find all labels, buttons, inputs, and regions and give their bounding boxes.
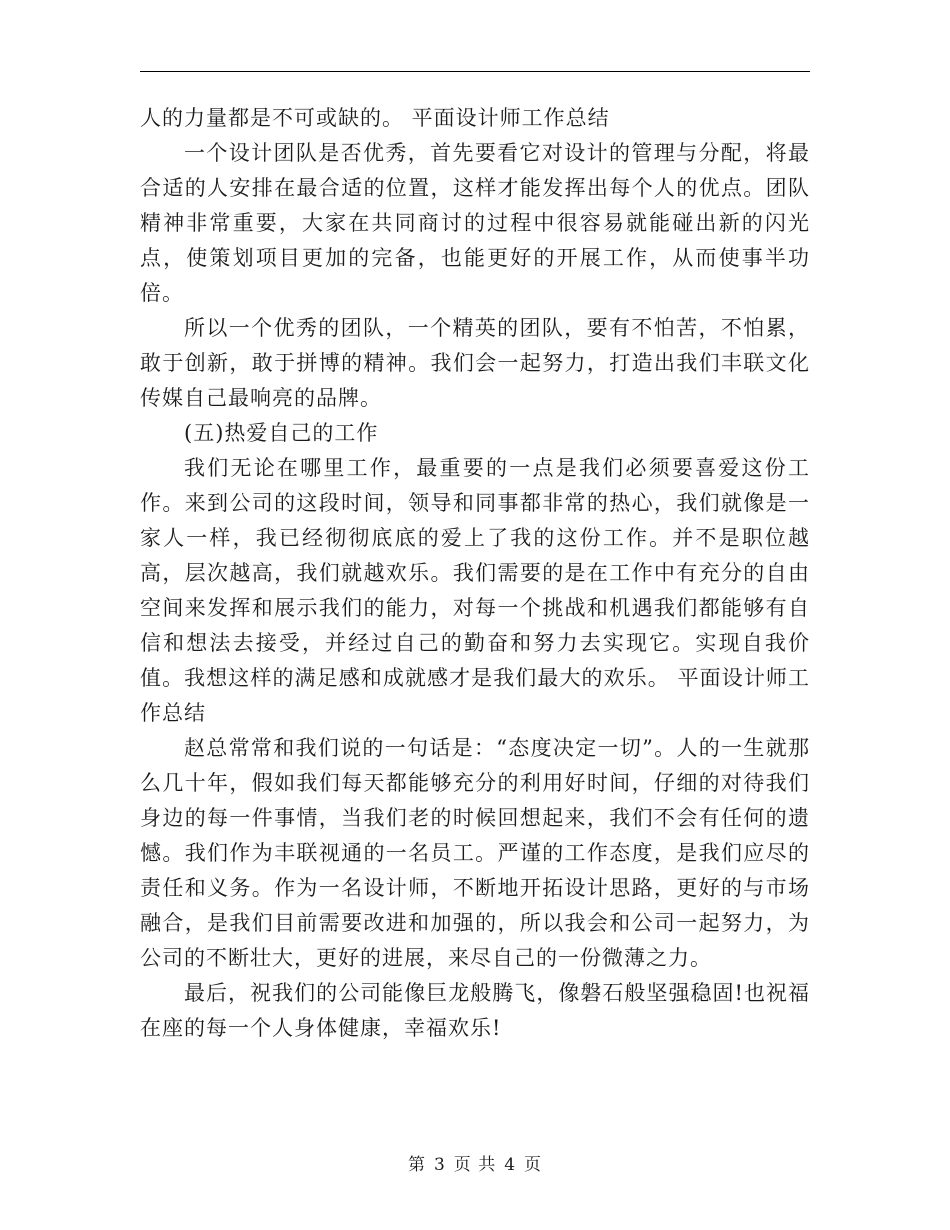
- paragraph: 一个设计团队是否优秀，首先要看它对设计的管理与分配，将最合适的人安排在最合适的位置，这样才能发挥出每个人的优点。团队精神非常重要，大家在共同商讨的过程中很容易就能碰出新的闪光点，使策划项目更加的完备，也能更好的开展工作，从而使事半功倍。: [140, 141, 810, 305]
- section-heading: (五)热爱自己的工作: [184, 421, 379, 445]
- footer-page-number: 3: [433, 1155, 446, 1175]
- paragraph: 人的力量都是不可或缺的。 平面设计师工作总结: [140, 106, 610, 130]
- footer-suffix: 页: [524, 1155, 543, 1175]
- paragraph: 我们无论在哪里工作，最重要的一点是我们必须要喜爱这份工作。来到公司的这段时间，领导和同事都非常的热心，我们就像是一家人一样，我已经彻彻底底的爱上了我的这份工作。并不是职位越高，层次越高，我们就越欢乐。我们需要的是在工作中有充分的自由空间来发挥和展示我们的能力，对每一个挑战和机遇我们都能够有自信和想法去接受，并经过自己的勤奋和努力去实现它。实现自我价值。我想这样的满足感和成就感才是我们最大的欢乐。 平面设计师工作总结: [140, 456, 810, 725]
- paragraph: 赵总常常和我们说的一句话是：“态度决定一切”。人的一生就那么几十年，假如我们每天都能够充分的利用好时间，仔细的对待我们身边的每一件事情，当我们老的时候回想起来，我们不会有任何的遗憾。我们作为丰联视通的一名员工。严谨的工作态度，是我们应尽的责任和义务。作为一名设计师，不断地开拓设计思路，更好的与市场融合，是我们目前需要改进和加强的，所以我会和公司一起努力，为公司的不断壮大，更好的进展，来尽自己的一份微薄之力。: [140, 736, 810, 970]
- page-footer: [0, 1150, 950, 1175]
- footer-prefix: 第: [407, 1155, 426, 1175]
- document-body: [140, 101, 810, 1046]
- footer-total-pages: 4: [504, 1155, 517, 1175]
- paragraph: 所以一个优秀的团队，一个精英的团队，要有不怕苦，不怕累，敢于创新，敢于拼博的精神。我们会一起努力，打造出我们丰联文化传媒自己最响亮的品牌。: [140, 316, 810, 410]
- header-rule: [140, 71, 810, 72]
- footer-middle: 页 共: [453, 1155, 497, 1175]
- paragraph: 最后，祝我们的公司能像巨龙般腾飞，像磐石般坚强稳固!也祝福在座的每一个人身体健康，幸福欢乐!: [140, 981, 810, 1040]
